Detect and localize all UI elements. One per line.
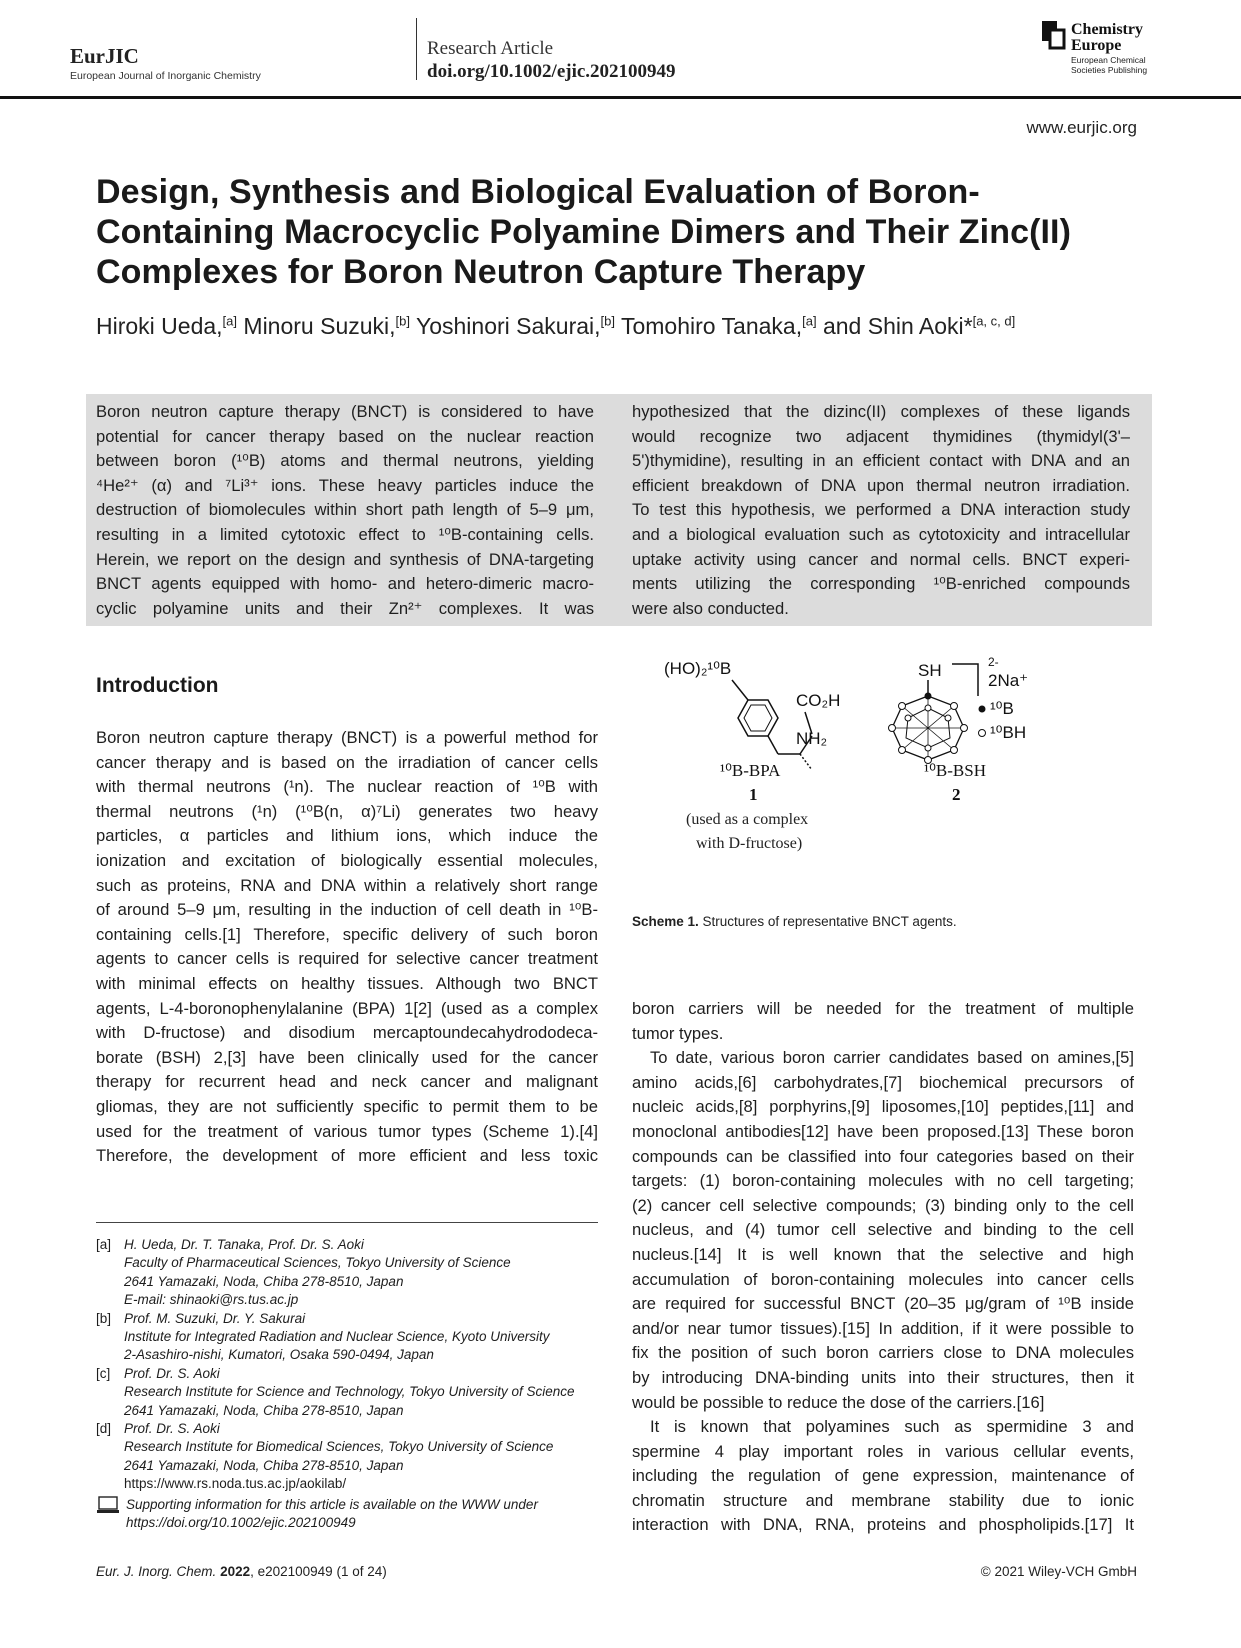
- body-text-line: chromatin structure and membrane stability due to ionic: [632, 1490, 1134, 1510]
- body-text-line: cancer therapy and is based on the irradiation of cancer cells: [96, 752, 598, 772]
- footnote-line: 2641 Yamazaki, Noda, Chiba 278-8510, Japan: [124, 1457, 404, 1473]
- abstract-right-column: [632, 400, 1130, 621]
- body-text-line: nucleus, and (4) tumor cell selective and binding to the cell: [632, 1220, 1134, 1240]
- author-name: Yoshinori Sakurai,: [415, 313, 601, 339]
- body-text-line: with D-fructose) and disodium mercaptoundecahydrododeca-: [96, 1023, 598, 1043]
- footnote-label: [b]: [96, 1310, 112, 1326]
- body-text-line: particles, α particles and lithium ions, which induce the: [96, 826, 598, 846]
- footnote-line: Research Institute for Biomedical Sciences, Tokyo University of Science: [124, 1439, 554, 1455]
- abstract-line: hypothesized that the dizinc(II) complexes of these ligands: [632, 402, 1130, 421]
- bsh-compound-number: 2: [952, 785, 961, 804]
- scheme-caption-text: Structures of representative BNCT agents.: [698, 914, 957, 929]
- body-text-line: are required for successful BNCT (20–35 μg/gram of ¹⁰B inside: [632, 1294, 1134, 1314]
- body-text-line: Boron neutron capture therapy (BNCT) is a powerful method for: [96, 728, 598, 747]
- footnote-line: Faculty of Pharmaceutical Sciences, Tokyo University of Science: [124, 1255, 511, 1271]
- body-text-line: tumor types.: [632, 1023, 724, 1043]
- article-type: Research Article: [427, 38, 554, 59]
- intro-left-column: [96, 726, 598, 1169]
- body-text-line: including the regulation of gene expression, maintenance of: [632, 1466, 1134, 1486]
- body-text-line: and/or near tumor tissues).[15] In addition, if it were possible to: [632, 1318, 1134, 1338]
- footnote-label: [d]: [96, 1421, 112, 1437]
- abstract-line: would recognize two adjacent thymidines (thymidyl(3'–: [632, 426, 1130, 446]
- doi-link[interactable]: doi.org/10.1002/ejic.202100949: [427, 61, 676, 82]
- footnote-line[interactable]: E-mail: shinaoki@rs.tus.ac.jp: [124, 1292, 299, 1308]
- footnote-line: 2641 Yamazaki, Noda, Chiba 278-8510, Japan: [124, 1402, 404, 1418]
- abstract-line: cyclic polyamine units and their Zn²⁺ complexes. It was: [96, 598, 594, 618]
- body-text-line: targets: (1) boron-containing molecules with no cell targeting;: [632, 1171, 1134, 1191]
- footer-citation: [96, 1564, 387, 1579]
- footer-copyright: © 2021 Wiley-VCH GmbH: [980, 1564, 1137, 1579]
- body-text-line: It is known that polyamines such as spermidine 3 and: [650, 1417, 1134, 1437]
- bsh-structure: [889, 655, 1029, 804]
- supporting-info-text: Supporting information for this article is available on the WWW under: [126, 1496, 538, 1512]
- footnote-line: 2641 Yamazaki, Noda, Chiba 278-8510, Japan: [124, 1273, 404, 1289]
- bpa-boronic-label: (HO)₂¹⁰B: [664, 659, 732, 678]
- title-line: Design, Synthesis and Biological Evaluation of Boron-: [96, 173, 980, 211]
- footnote-line: Research Institute for Science and Technology, Tokyo University of Science: [124, 1384, 575, 1400]
- body-text-line: nucleic acids,[8] porphyrins,[9] liposomes,[10] peptides,[11] and: [632, 1097, 1134, 1117]
- footnote-line: 2-Asashiro-nishi, Kumatori, Osaka 590-0494, Japan: [124, 1347, 434, 1363]
- abstract-line: ⁴He²⁺ (α) and ⁷Li³⁺ ions. These heavy particles induce the: [96, 475, 594, 495]
- author-name: and Shin Aoki*: [822, 313, 973, 339]
- body-text-line: therapy for recurrent head and neck cancer and malignant: [96, 1072, 598, 1092]
- footnote-line: Prof. Dr. S. Aoki: [124, 1421, 220, 1437]
- publisher-line2: Europe: [1071, 37, 1122, 54]
- body-text-line: borate (BSH) 2,[3] have been clinically used for the cancer: [96, 1047, 598, 1067]
- abstract-line: between boron (¹⁰B) atoms and thermal neutrons, yielding: [96, 451, 594, 471]
- bsh-legend-bh: ¹⁰BH: [990, 723, 1027, 742]
- affiliation-footnote: [96, 1365, 606, 1420]
- body-text-line: thermal neutrons (¹n) (¹⁰B(n, α)⁷Li) generates two heavy: [96, 801, 598, 821]
- supporting-info-note: [96, 1496, 606, 1533]
- body-text-line: gliomas, they are not sufficiently specific to permit them to be: [96, 1096, 598, 1116]
- body-text-line: with minimal effects on healthy tissues. Although two BNCT: [96, 973, 598, 993]
- computer-icon: [96, 1496, 120, 1514]
- body-text-line: (2) cancer cell selective compounds; (3) binding only to the cell: [632, 1195, 1134, 1215]
- footnote-line: Institute for Integrated Radiation and Nuclear Science, Kyoto University: [124, 1329, 550, 1345]
- abstract-line: uptake activity using cancer and normal cells. BNCT experi-: [632, 549, 1130, 569]
- bpa-note-line2: with D-fructose): [696, 835, 803, 852]
- publisher-logo: [1040, 18, 1190, 82]
- abstract-line: ments utilizing the corresponding ¹⁰B-enriched compounds: [632, 574, 1130, 594]
- bpa-amine-label: NH₂: [796, 729, 828, 748]
- supporting-info-link[interactable]: https://doi.org/10.1002/ejic.202100949: [126, 1515, 356, 1531]
- bsh-counterion: 2Na⁺: [988, 671, 1029, 690]
- author-affiliation: [a]: [222, 313, 238, 329]
- publisher-sub1: European Chemical: [1071, 55, 1146, 65]
- body-text-line: agents, L-4-boronophenylalanine (BPA) 1[2] (used as a complex: [96, 998, 598, 1018]
- affiliation-footnote: [96, 1420, 606, 1494]
- affiliation-footnote: [96, 1236, 606, 1310]
- body-text-line: with thermal neutrons (¹n). The nuclear reaction of ¹⁰B with: [96, 777, 598, 797]
- abstract-line: 5')thymidine), resulting in an efficient contact with DNA and an: [632, 451, 1130, 471]
- author-list: [96, 313, 1015, 340]
- body-text-line: spermine 4 play important roles in various cellular events,: [632, 1441, 1134, 1461]
- body-text-line: Therefore, the development of more efficient and less toxic: [96, 1146, 598, 1166]
- affiliation-footnotes: [96, 1236, 606, 1533]
- body-text-line: agents to cancer cells is required for selective cancer treatment: [96, 949, 598, 969]
- intro-right-column: [632, 997, 1134, 1538]
- footnote-line: H. Ueda, Dr. T. Tanaka, Prof. Dr. S. Aoki: [124, 1237, 364, 1252]
- scheme-caption: [632, 914, 957, 929]
- journal-full-name: European Journal of Inorganic Chemistry: [70, 70, 261, 82]
- header-divider: [416, 18, 417, 80]
- bpa-note-line1: (used as a complex: [686, 811, 809, 828]
- abstract-line: To test this hypothesis, we performed a DNA interaction study: [632, 500, 1130, 520]
- bsh-name: ¹⁰B-BSH: [924, 761, 986, 780]
- chemistry-europe-logo-icon: [1040, 18, 1190, 82]
- title-line: Containing Macrocyclic Polyamine Dimers and Their Zinc(II): [96, 213, 1072, 251]
- body-text-line: interaction with DNA, RNA, proteins and phospholipids.[17] It: [632, 1515, 1134, 1535]
- footer-article-id: , e202100949 (1 of 24): [250, 1564, 387, 1579]
- bpa-compound-number: 1: [749, 785, 758, 804]
- body-text-line: containing cells.[1] Therefore, specific delivery of such boron: [96, 924, 598, 944]
- author-name: Hiroki Ueda,: [96, 313, 223, 339]
- author-affiliation: [b]: [395, 313, 410, 329]
- abstract-line: Herein, we report on the design and synthesis of DNA-targeting: [96, 549, 594, 569]
- abstract-line: BNCT agents equipped with homo- and hetero-dimeric macro-: [96, 574, 594, 594]
- footnote-rule: [96, 1222, 598, 1223]
- bpa-structure: [664, 659, 840, 852]
- body-text-line: by introducing DNA-binding units into their structures, then it: [632, 1367, 1134, 1387]
- abstract-line: were also conducted.: [632, 598, 789, 618]
- bpa-carboxyl-label: CO₂H: [796, 691, 841, 710]
- bsh-legend-boron: ¹⁰B: [990, 699, 1014, 718]
- bsh-thiol-label: SH: [918, 661, 942, 680]
- body-text-line: To date, various boron carrier candidates based on amines,[5]: [650, 1048, 1134, 1068]
- body-text-line: of around 5–9 μm, resulting in the induction of cell death in ¹⁰B-: [96, 900, 598, 920]
- author-affiliation: [b]: [600, 313, 615, 329]
- footer-year: 2022: [220, 1564, 251, 1579]
- abstract-line: and a biological evaluation such as cytotoxicity and intracellular: [632, 524, 1130, 544]
- body-text-line: boron carriers will be needed for the treatment of multiple: [632, 999, 1134, 1018]
- footnote-label: [a]: [96, 1237, 112, 1252]
- footer-journal: Eur. J. Inorg. Chem.: [96, 1564, 217, 1579]
- abstract-line: destruction of biomolecules within short path length of 5–9 μm,: [96, 500, 594, 520]
- header-rule: [0, 96, 1241, 99]
- abstract-line: resulting in a limited cytotoxic effect to ¹⁰B-containing cells.: [96, 524, 594, 544]
- author-name: Tomohiro Tanaka,: [620, 313, 803, 339]
- author-affiliation: [a]: [802, 313, 817, 329]
- author-name: Minoru Suzuki,: [243, 313, 396, 339]
- footnote-line: Prof. Dr. S. Aoki: [124, 1365, 220, 1381]
- scheme-caption-label: Scheme 1.: [632, 914, 699, 929]
- title-line: Complexes for Boron Neutron Capture Therapy: [96, 253, 866, 291]
- body-text-line: nucleus.[14] It is well known that the selective and high: [632, 1244, 1134, 1264]
- body-text-line: such as proteins, RNA and DNA within a relatively short range: [96, 875, 598, 895]
- abstract-line: efficient breakdown of DNA upon thermal neutron irradiation.: [632, 475, 1130, 495]
- bsh-charge: 2-: [988, 655, 999, 669]
- body-text-line: amino acids,[6] carbohydrates,[7] biochemical precursors of: [632, 1072, 1134, 1092]
- section-heading-introduction: Introduction: [96, 674, 219, 697]
- affiliation-footnote: [96, 1310, 606, 1365]
- bpa-name: ¹⁰B-BPA: [720, 761, 781, 780]
- abstract-left-column: [96, 400, 594, 621]
- body-text-line: monoclonal antibodies[12] have been proposed.[13] These boron: [632, 1121, 1134, 1141]
- body-text-line: used for the treatment of various tumor types (Scheme 1).[4]: [96, 1121, 598, 1141]
- scheme-1-figure: [660, 652, 1130, 892]
- body-text-line: ionization and excitation of biologically essential molecules,: [96, 850, 598, 870]
- body-text-line: fix the position of such boron carriers close to DNA molecules: [632, 1343, 1134, 1363]
- journal-website[interactable]: www.eurjic.org: [1026, 118, 1137, 137]
- journal-abbrev: EurJIC: [70, 44, 139, 68]
- footnote-label: [c]: [96, 1365, 111, 1381]
- publisher-sub2: Societies Publishing: [1071, 65, 1148, 75]
- footnote-line[interactable]: https://www.rs.noda.tus.ac.jp/aokilab/: [124, 1476, 347, 1492]
- body-text-line: compounds can be classified into four categories based on their: [632, 1146, 1134, 1166]
- article-title: [96, 172, 1156, 292]
- abstract-line: potential for cancer therapy based on the nuclear reaction: [96, 426, 594, 446]
- footnote-line: Prof. M. Suzuki, Dr. Y. Sakurai: [124, 1310, 306, 1326]
- body-text-line: accumulation of boron-containing molecules into cancer cells: [632, 1269, 1134, 1289]
- abstract-line: Boron neutron capture therapy (BNCT) is considered to have: [96, 402, 594, 421]
- author-affiliation: [a, c, d]: [972, 313, 1016, 329]
- publisher-line1: Chemistry: [1071, 21, 1143, 38]
- body-text-line: would be possible to reduce the dose of the carriers.[16]: [632, 1392, 1045, 1412]
